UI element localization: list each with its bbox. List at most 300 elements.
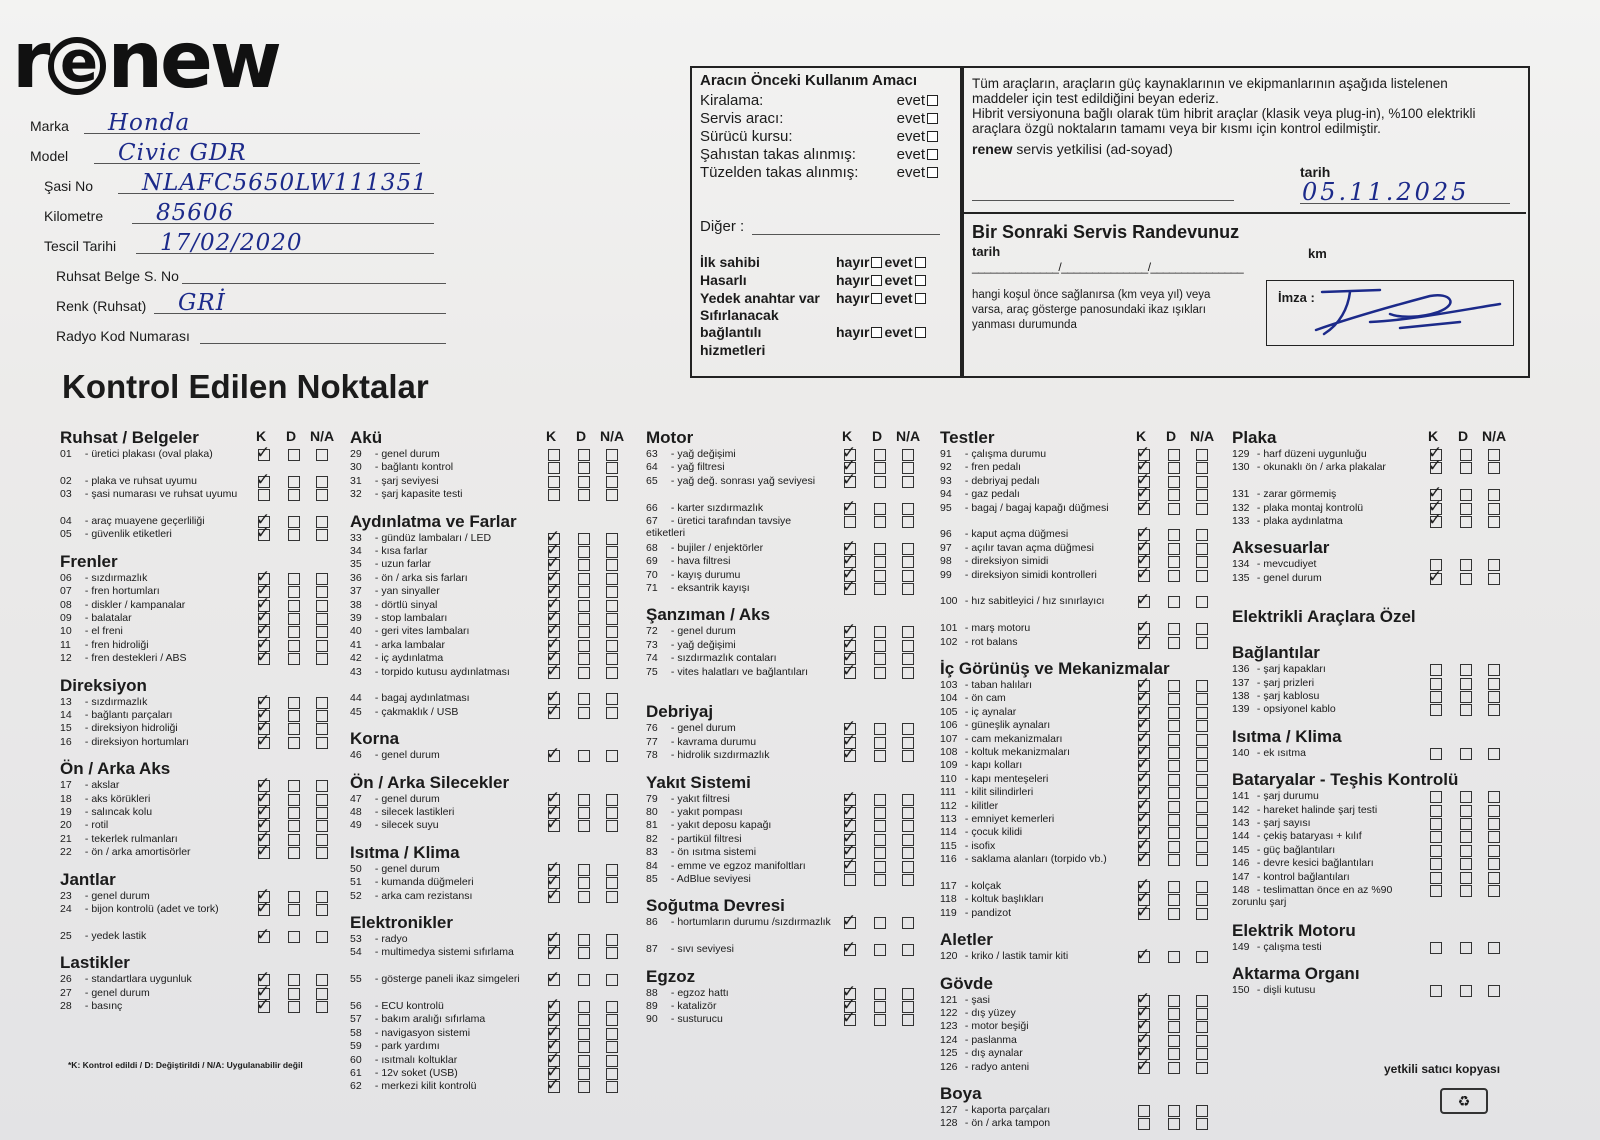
checklist-checkbox-d[interactable] [874,570,886,582]
checklist-checkbox-na[interactable] [316,737,328,749]
checklist-checkbox-na[interactable] [606,1068,618,1080]
checklist-checkbox-d[interactable] [874,807,886,819]
checklist-checkbox-na[interactable] [1196,720,1208,732]
checklist-checkbox-na[interactable] [316,1001,328,1013]
checklist-checkbox-d[interactable] [288,640,300,652]
checklist-checkbox-d[interactable] [578,449,590,461]
checklist-checkbox-d[interactable] [874,834,886,846]
checklist-checkbox-na[interactable] [1196,734,1208,746]
checklist-checkbox-d[interactable] [874,640,886,652]
checklist-checkbox-na[interactable] [902,988,914,1000]
checklist-checkbox-d[interactable] [578,626,590,638]
checklist-checkbox-na[interactable] [606,586,618,598]
checklist-checkbox-d[interactable] [288,710,300,722]
checklist-checkbox-d[interactable] [1168,1048,1180,1060]
checklist-checkbox-d[interactable] [1460,942,1472,954]
checklist-checkbox-na[interactable] [1488,691,1500,703]
checklist-checkbox-d[interactable] [1168,680,1180,692]
yes-checkbox[interactable] [915,257,926,268]
checklist-checkbox-na[interactable] [606,626,618,638]
checklist-checkbox-na[interactable] [316,573,328,585]
checklist-checkbox-na[interactable] [606,807,618,819]
checklist-checkbox-na[interactable] [1196,894,1208,906]
checklist-checkbox-na[interactable] [1196,462,1208,474]
checklist-checkbox-k[interactable] [1430,748,1442,760]
checklist-checkbox-d[interactable] [578,707,590,719]
checklist-checkbox-na[interactable] [606,613,618,625]
checklist-checkbox-d[interactable] [1460,503,1472,515]
checklist-checkbox-d[interactable] [874,667,886,679]
checklist-checkbox-na[interactable] [902,917,914,929]
checklist-checkbox-d[interactable] [874,737,886,749]
checklist-checkbox-d[interactable] [288,1001,300,1013]
checklist-checkbox-d[interactable] [1168,881,1180,893]
checklist-checkbox-na[interactable] [902,449,914,461]
checklist-checkbox-d[interactable] [1168,570,1180,582]
checklist-checkbox-d[interactable] [1168,841,1180,853]
yes-checkbox[interactable] [915,327,926,338]
checklist-checkbox-d[interactable] [288,780,300,792]
checklist-checkbox-d[interactable] [578,546,590,558]
checklist-checkbox-na[interactable] [902,847,914,859]
checklist-checkbox-d[interactable] [874,1014,886,1026]
checklist-checkbox-na[interactable] [902,737,914,749]
checklist-checkbox-na[interactable] [606,640,618,652]
checklist-checkbox-k[interactable] [1138,1105,1150,1117]
checklist-checkbox-na[interactable] [316,820,328,832]
checklist-checkbox-na[interactable] [1196,1035,1208,1047]
checklist-checkbox-na[interactable] [606,653,618,665]
yes-checkbox[interactable] [927,95,938,106]
checklist-checkbox-na[interactable] [1196,908,1208,920]
checklist-checkbox-na[interactable] [316,834,328,846]
auth-name-line[interactable] [972,200,1234,201]
checklist-checkbox-k[interactable] [1430,985,1442,997]
checklist-checkbox-k[interactable] [1430,845,1442,857]
checklist-checkbox-k[interactable] [258,489,270,501]
checklist-checkbox-d[interactable] [288,794,300,806]
checklist-checkbox-na[interactable] [1196,543,1208,555]
checklist-checkbox-d[interactable] [578,794,590,806]
checklist-checkbox-k[interactable] [1430,831,1442,843]
checklist-checkbox-na[interactable] [1196,774,1208,786]
checklist-checkbox-na[interactable] [902,834,914,846]
checklist-checkbox-k[interactable] [1430,872,1442,884]
checklist-checkbox-na[interactable] [606,693,618,705]
checklist-checkbox-k[interactable] [548,449,560,461]
checklist-checkbox-na[interactable] [1196,570,1208,582]
checklist-checkbox-d[interactable] [1168,693,1180,705]
yes-checkbox[interactable] [927,131,938,142]
checklist-checkbox-d[interactable] [1168,734,1180,746]
checklist-checkbox-k[interactable] [548,462,560,474]
checklist-checkbox-d[interactable] [578,559,590,571]
checklist-checkbox-na[interactable] [902,462,914,474]
checklist-checkbox-na[interactable] [1488,791,1500,803]
checklist-checkbox-na[interactable] [606,794,618,806]
checklist-checkbox-k[interactable] [548,489,560,501]
checklist-checkbox-na[interactable] [606,1055,618,1067]
checklist-checkbox-d[interactable] [288,573,300,585]
checklist-checkbox-na[interactable] [316,780,328,792]
checklist-checkbox-na[interactable] [1488,449,1500,461]
checklist-checkbox-d[interactable] [1168,1062,1180,1074]
checklist-checkbox-na[interactable] [316,626,328,638]
checklist-checkbox-k[interactable] [1430,942,1442,954]
yes-checkbox[interactable] [927,149,938,160]
checklist-checkbox-d[interactable] [578,1068,590,1080]
checklist-checkbox-d[interactable] [1460,791,1472,803]
checklist-checkbox-d[interactable] [288,653,300,665]
checklist-checkbox-k[interactable] [1430,858,1442,870]
checklist-checkbox-na[interactable] [1196,747,1208,759]
checklist-checkbox-d[interactable] [1460,818,1472,830]
checklist-checkbox-na[interactable] [316,613,328,625]
checklist-checkbox-d[interactable] [288,723,300,735]
checklist-checkbox-d[interactable] [578,864,590,876]
next-service-date-slots[interactable]: ______________/______________/_______________ [972,260,1244,274]
checklist-checkbox-d[interactable] [288,737,300,749]
checklist-checkbox-na[interactable] [606,559,618,571]
checklist-checkbox-d[interactable] [874,653,886,665]
checklist-checkbox-d[interactable] [874,583,886,595]
checklist-checkbox-d[interactable] [578,693,590,705]
checklist-checkbox-d[interactable] [1168,596,1180,608]
checklist-checkbox-d[interactable] [288,931,300,943]
checklist-checkbox-d[interactable] [288,586,300,598]
vehicle-field-line[interactable] [200,343,446,344]
checklist-checkbox-na[interactable] [1488,704,1500,716]
checklist-checkbox-na[interactable] [1196,476,1208,488]
checklist-checkbox-d[interactable] [874,917,886,929]
checklist-checkbox-na[interactable] [606,864,618,876]
checklist-checkbox-d[interactable] [1168,827,1180,839]
checklist-checkbox-d[interactable] [1460,858,1472,870]
checklist-checkbox-d[interactable] [1168,854,1180,866]
checklist-checkbox-d[interactable] [1460,805,1472,817]
checklist-checkbox-na[interactable] [902,640,914,652]
checklist-checkbox-d[interactable] [578,600,590,612]
checklist-checkbox-d[interactable] [874,874,886,886]
checklist-checkbox-na[interactable] [606,877,618,889]
no-checkbox[interactable] [871,257,882,268]
checklist-checkbox-d[interactable] [578,613,590,625]
checklist-checkbox-d[interactable] [1168,908,1180,920]
checklist-checkbox-d[interactable] [1460,516,1472,528]
no-checkbox[interactable] [871,293,882,304]
checklist-checkbox-na[interactable] [1488,818,1500,830]
checklist-checkbox-na[interactable] [1488,503,1500,515]
checklist-checkbox-d[interactable] [1168,1105,1180,1117]
checklist-checkbox-d[interactable] [288,476,300,488]
checklist-checkbox-d[interactable] [578,820,590,832]
checklist-checkbox-k[interactable] [548,476,560,488]
yes-checkbox[interactable] [915,293,926,304]
checklist-checkbox-na[interactable] [316,904,328,916]
checklist-checkbox-d[interactable] [288,449,300,461]
checklist-checkbox-d[interactable] [578,807,590,819]
checklist-checkbox-d[interactable] [1168,707,1180,719]
checklist-checkbox-d[interactable] [578,489,590,501]
vehicle-field-line[interactable] [182,283,446,284]
checklist-checkbox-d[interactable] [874,626,886,638]
checklist-checkbox-na[interactable] [1196,827,1208,839]
checklist-checkbox-k[interactable] [1430,678,1442,690]
checklist-checkbox-d[interactable] [874,861,886,873]
checklist-checkbox-d[interactable] [874,462,886,474]
checklist-checkbox-d[interactable] [578,640,590,652]
checklist-checkbox-d[interactable] [578,653,590,665]
checklist-checkbox-d[interactable] [288,516,300,528]
checklist-checkbox-d[interactable] [874,476,886,488]
checklist-checkbox-na[interactable] [1196,707,1208,719]
checklist-checkbox-na[interactable] [316,931,328,943]
checklist-checkbox-na[interactable] [1196,881,1208,893]
checklist-checkbox-na[interactable] [606,546,618,558]
no-checkbox[interactable] [871,275,882,286]
checklist-checkbox-d[interactable] [1460,691,1472,703]
checklist-checkbox-d[interactable] [1460,885,1472,897]
checklist-checkbox-d[interactable] [874,944,886,956]
checklist-checkbox-na[interactable] [316,807,328,819]
checklist-checkbox-na[interactable] [1196,1062,1208,1074]
other-line[interactable] [752,234,940,235]
checklist-checkbox-na[interactable] [1488,845,1500,857]
checklist-checkbox-d[interactable] [1460,489,1472,501]
yes-checkbox[interactable] [915,275,926,286]
checklist-checkbox-na[interactable] [1196,637,1208,649]
checklist-checkbox-d[interactable] [1460,845,1472,857]
checklist-checkbox-na[interactable] [1196,489,1208,501]
checklist-checkbox-na[interactable] [902,820,914,832]
checklist-checkbox-d[interactable] [874,988,886,1000]
checklist-checkbox-na[interactable] [606,707,618,719]
checklist-checkbox-d[interactable] [288,626,300,638]
checklist-checkbox-d[interactable] [1168,529,1180,541]
checklist-checkbox-d[interactable] [1168,760,1180,772]
checklist-checkbox-na[interactable] [606,573,618,585]
checklist-checkbox-k[interactable] [1430,805,1442,817]
checklist-checkbox-d[interactable] [1460,748,1472,760]
checklist-checkbox-d[interactable] [874,750,886,762]
checklist-checkbox-d[interactable] [1168,1008,1180,1020]
checklist-checkbox-na[interactable] [902,794,914,806]
checklist-checkbox-na[interactable] [902,583,914,595]
checklist-checkbox-d[interactable] [1168,814,1180,826]
checklist-checkbox-k[interactable] [844,874,856,886]
checklist-checkbox-d[interactable] [578,1055,590,1067]
checklist-checkbox-d[interactable] [1168,449,1180,461]
checklist-checkbox-d[interactable] [578,667,590,679]
checklist-checkbox-na[interactable] [606,462,618,474]
checklist-checkbox-na[interactable] [316,476,328,488]
checklist-checkbox-d[interactable] [288,847,300,859]
checklist-checkbox-na[interactable] [606,1014,618,1026]
checklist-checkbox-d[interactable] [578,533,590,545]
no-checkbox[interactable] [871,327,882,338]
checklist-checkbox-d[interactable] [874,820,886,832]
checklist-checkbox-d[interactable] [1168,462,1180,474]
checklist-checkbox-d[interactable] [578,573,590,585]
checklist-checkbox-d[interactable] [578,1001,590,1013]
checklist-checkbox-k[interactable] [1430,885,1442,897]
checklist-checkbox-d[interactable] [288,613,300,625]
checklist-checkbox-d[interactable] [1460,664,1472,676]
checklist-checkbox-k[interactable] [1430,791,1442,803]
checklist-checkbox-d[interactable] [1168,720,1180,732]
checklist-checkbox-na[interactable] [606,974,618,986]
checklist-checkbox-d[interactable] [1168,747,1180,759]
checklist-checkbox-na[interactable] [316,723,328,735]
checklist-checkbox-na[interactable] [316,697,328,709]
checklist-checkbox-na[interactable] [1488,678,1500,690]
checklist-checkbox-k[interactable] [1138,1118,1150,1130]
checklist-checkbox-d[interactable] [578,462,590,474]
checklist-checkbox-na[interactable] [606,1001,618,1013]
checklist-checkbox-d[interactable] [874,556,886,568]
checklist-checkbox-na[interactable] [1196,814,1208,826]
checklist-checkbox-k[interactable] [1430,691,1442,703]
checklist-checkbox-na[interactable] [902,543,914,555]
checklist-checkbox-d[interactable] [578,750,590,762]
checklist-checkbox-na[interactable] [1488,805,1500,817]
checklist-checkbox-d[interactable] [578,947,590,959]
checklist-checkbox-na[interactable] [902,874,914,886]
checklist-checkbox-na[interactable] [606,667,618,679]
checklist-checkbox-d[interactable] [288,489,300,501]
checklist-checkbox-d[interactable] [578,1041,590,1053]
checklist-checkbox-k[interactable] [1430,704,1442,716]
checklist-checkbox-na[interactable] [316,516,328,528]
checklist-checkbox-d[interactable] [578,586,590,598]
checklist-checkbox-na[interactable] [1196,529,1208,541]
checklist-checkbox-na[interactable] [902,653,914,665]
checklist-checkbox-d[interactable] [578,476,590,488]
checklist-checkbox-d[interactable] [874,723,886,735]
checklist-checkbox-d[interactable] [578,877,590,889]
checklist-checkbox-na[interactable] [606,449,618,461]
checklist-checkbox-na[interactable] [606,533,618,545]
checklist-checkbox-na[interactable] [902,723,914,735]
yes-checkbox[interactable] [927,167,938,178]
checklist-checkbox-d[interactable] [578,1028,590,1040]
checklist-checkbox-d[interactable] [578,934,590,946]
checklist-checkbox-k[interactable] [1430,664,1442,676]
checklist-checkbox-na[interactable] [316,710,328,722]
checklist-checkbox-na[interactable] [1488,858,1500,870]
checklist-checkbox-d[interactable] [288,600,300,612]
checklist-checkbox-na[interactable] [1196,693,1208,705]
checklist-checkbox-d[interactable] [1460,449,1472,461]
checklist-checkbox-d[interactable] [1168,489,1180,501]
yes-checkbox[interactable] [927,113,938,124]
checklist-checkbox-d[interactable] [1460,985,1472,997]
checklist-checkbox-na[interactable] [606,1028,618,1040]
checklist-checkbox-d[interactable] [874,543,886,555]
checklist-checkbox-na[interactable] [1488,516,1500,528]
checklist-checkbox-na[interactable] [1488,942,1500,954]
checklist-checkbox-d[interactable] [288,807,300,819]
checklist-checkbox-d[interactable] [288,820,300,832]
checklist-checkbox-d[interactable] [1168,1118,1180,1130]
checklist-checkbox-d[interactable] [288,697,300,709]
checklist-checkbox-na[interactable] [316,640,328,652]
checklist-checkbox-na[interactable] [902,626,914,638]
checklist-checkbox-na[interactable] [1196,1048,1208,1060]
checklist-checkbox-na[interactable] [606,1041,618,1053]
checklist-checkbox-d[interactable] [288,988,300,1000]
checklist-checkbox-na[interactable] [1488,748,1500,760]
checklist-checkbox-d[interactable] [874,449,886,461]
checklist-checkbox-d[interactable] [578,1081,590,1093]
checklist-checkbox-na[interactable] [1488,872,1500,884]
checklist-checkbox-na[interactable] [316,847,328,859]
checklist-checkbox-na[interactable] [1196,556,1208,568]
checklist-checkbox-d[interactable] [1460,559,1472,571]
checklist-checkbox-na[interactable] [902,476,914,488]
checklist-checkbox-na[interactable] [606,1081,618,1093]
checklist-checkbox-na[interactable] [1196,1105,1208,1117]
checklist-checkbox-na[interactable] [316,988,328,1000]
checklist-checkbox-na[interactable] [1196,995,1208,1007]
checklist-checkbox-na[interactable] [902,944,914,956]
checklist-checkbox-na[interactable] [316,600,328,612]
checklist-checkbox-na[interactable] [606,600,618,612]
checklist-checkbox-na[interactable] [606,820,618,832]
checklist-checkbox-na[interactable] [1196,680,1208,692]
checklist-checkbox-d[interactable] [874,516,886,528]
checklist-checkbox-na[interactable] [606,934,618,946]
checklist-checkbox-na[interactable] [1196,449,1208,461]
checklist-checkbox-d[interactable] [288,529,300,541]
checklist-checkbox-na[interactable] [902,570,914,582]
checklist-checkbox-d[interactable] [1460,704,1472,716]
checklist-checkbox-d[interactable] [1168,951,1180,963]
checklist-checkbox-d[interactable] [1168,774,1180,786]
checklist-checkbox-k[interactable] [1430,818,1442,830]
checklist-checkbox-d[interactable] [1460,462,1472,474]
checklist-checkbox-na[interactable] [902,516,914,528]
checklist-checkbox-na[interactable] [316,794,328,806]
checklist-checkbox-na[interactable] [316,449,328,461]
checklist-checkbox-d[interactable] [874,503,886,515]
checklist-checkbox-na[interactable] [902,861,914,873]
checklist-checkbox-na[interactable] [606,750,618,762]
checklist-checkbox-d[interactable] [874,794,886,806]
checklist-checkbox-d[interactable] [1168,503,1180,515]
checklist-checkbox-na[interactable] [1488,573,1500,585]
checklist-checkbox-d[interactable] [1168,995,1180,1007]
checklist-checkbox-d[interactable] [1460,573,1472,585]
checklist-checkbox-na[interactable] [1196,503,1208,515]
checklist-checkbox-na[interactable] [1488,831,1500,843]
checklist-checkbox-na[interactable] [1196,787,1208,799]
checklist-checkbox-d[interactable] [1168,894,1180,906]
checklist-checkbox-d[interactable] [1168,1035,1180,1047]
checklist-checkbox-na[interactable] [316,974,328,986]
checklist-checkbox-d[interactable] [288,904,300,916]
checklist-checkbox-na[interactable] [316,891,328,903]
checklist-checkbox-na[interactable] [902,807,914,819]
checklist-checkbox-d[interactable] [1168,543,1180,555]
checklist-checkbox-na[interactable] [1488,985,1500,997]
checklist-checkbox-d[interactable] [1168,623,1180,635]
checklist-checkbox-d[interactable] [1168,556,1180,568]
checklist-checkbox-na[interactable] [1196,841,1208,853]
checklist-checkbox-na[interactable] [606,489,618,501]
checklist-checkbox-na[interactable] [1196,801,1208,813]
checklist-checkbox-na[interactable] [1196,951,1208,963]
